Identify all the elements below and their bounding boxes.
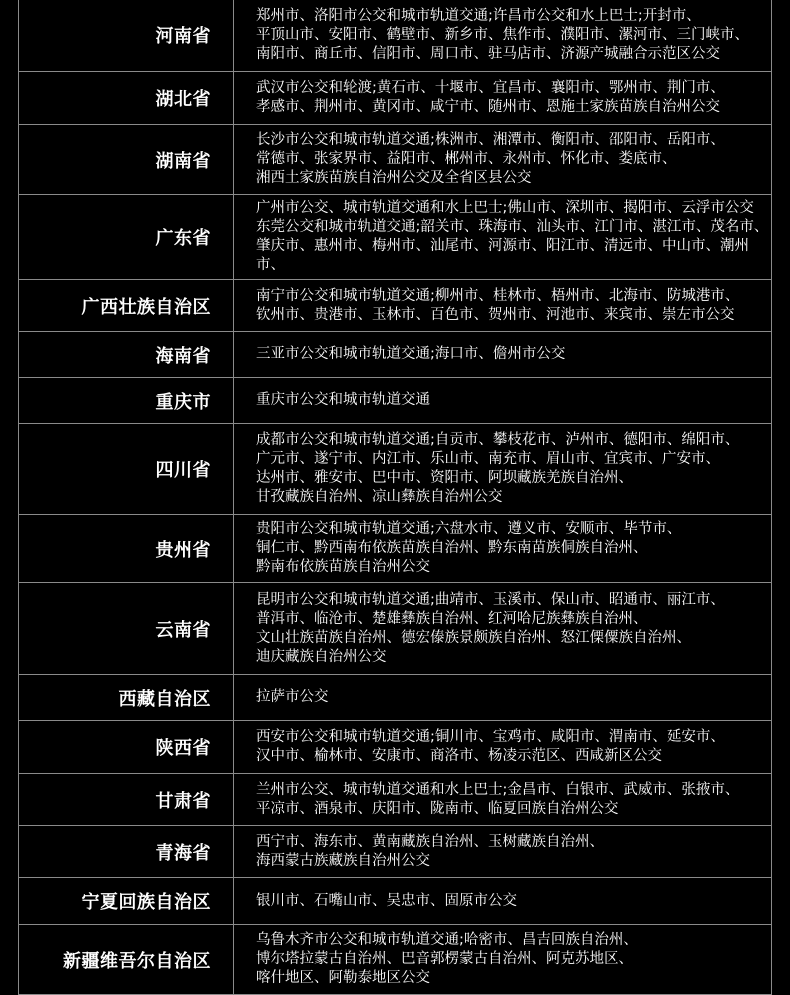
- cities-list-cell: 西宁市、海东市、黄南藏族自治州、玉树藏族自治州、 海西蒙古族藏族自治州公交: [234, 826, 772, 878]
- cities-list-cell: 重庆市公交和城市轨道交通: [234, 378, 772, 424]
- table-row: [19, 925, 772, 995]
- cities-list-cell: 广州市公交、城市轨道交通和水上巴士;佛山市、深圳市、揭阳市、云浮市公交 东莞公交和城市轨道交通;韶关市、珠海市、汕头市、江门市、湛江市、茂名市、 肇庆市、惠州市、梅州市、汕尾市、河源市、阳江市、清远市、中山市、潮州市、: [234, 195, 772, 280]
- province-name-cell: 西藏自治区: [19, 675, 234, 721]
- table-row: [19, 675, 772, 721]
- province-name-cell: 河南省: [19, 0, 234, 72]
- province-name-cell: 陕西省: [19, 721, 234, 774]
- province-name-cell: 青海省: [19, 826, 234, 878]
- province-name-cell: 云南省: [19, 583, 234, 675]
- cities-list-cell: 西安市公交和城市轨道交通;铜川市、宝鸡市、咸阳市、渭南市、延安市、 汉中市、榆林市、安康市、商洛市、杨凌示范区、西咸新区公交: [234, 721, 772, 774]
- cities-list-cell: 郑州市、洛阳市公交和城市轨道交通;许昌市公交和水上巴士;开封市、 平顶山市、安阳市、鹤壁市、新乡市、焦作市、濮阳市、漯河市、三门峡市、 南阳市、商丘市、信阳市、周口市、驻马店市、济源产城融合示范区公交: [234, 0, 772, 72]
- table-row: [19, 378, 772, 424]
- cities-list-cell: 拉萨市公交: [234, 675, 772, 721]
- region-table-frame: [18, 0, 772, 986]
- cities-list-cell: 南宁市公交和城市轨道交通;柳州市、桂林市、梧州市、北海市、防城港市、 钦州市、贵港市、玉林市、百色市、贺州市、河池市、来宾市、崇左市公交: [234, 280, 772, 332]
- province-name-cell: 湖南省: [19, 125, 234, 195]
- cities-list-cell: 长沙市公交和城市轨道交通;株洲市、湘潭市、衡阳市、邵阳市、岳阳市、 常德市、张家界市、益阳市、郴州市、永州市、怀化市、娄底市、 湘西土家族苗族自治州公交及全省区县公交: [234, 125, 772, 195]
- table-row: [19, 583, 772, 675]
- table-row: [19, 72, 772, 125]
- cities-list-cell: 银川市、石嘴山市、吴忠市、固原市公交: [234, 878, 772, 925]
- province-name-cell: 广东省: [19, 195, 234, 280]
- province-name-cell: 四川省: [19, 424, 234, 515]
- table-row: [19, 280, 772, 332]
- table-row: [19, 332, 772, 378]
- cities-list-cell: 贵阳市公交和城市轨道交通;六盘水市、遵义市、安顺市、毕节市、 铜仁市、黔西南布依族苗族自治州、黔东南苗族侗族自治州、 黔南布依族苗族自治州公交: [234, 515, 772, 583]
- province-name-cell: 贵州省: [19, 515, 234, 583]
- cities-list-cell: 乌鲁木齐市公交和城市轨道交通;哈密市、昌吉回族自治州、 博尔塔拉蒙古自治州、巴音郭楞蒙古自治州、阿克苏地区、 喀什地区、阿勒泰地区公交: [234, 925, 772, 995]
- province-name-cell: 宁夏回族自治区: [19, 878, 234, 925]
- cities-list-cell: 成都市公交和城市轨道交通;自贡市、攀枝花市、泸州市、德阳市、绵阳市、 广元市、遂宁市、内江市、乐山市、南充市、眉山市、宜宾市、广安市、 达州市、雅安市、巴中市、资阳市、阿坝藏族羌族自治州、 甘孜藏族自治州、凉山彝族自治州公交: [234, 424, 772, 515]
- cities-list-cell: 三亚市公交和城市轨道交通;海口市、儋州市公交: [234, 332, 772, 378]
- table-row: [19, 774, 772, 826]
- cities-list-cell: 昆明市公交和城市轨道交通;曲靖市、玉溪市、保山市、昭通市、丽江市、 普洱市、临沧市、楚雄彝族自治州、红河哈尼族彝族自治州、 文山壮族苗族自治州、德宏傣族景颇族自治州、怒江傈僳族自治州、 迪庆藏族自治州公交: [234, 583, 772, 675]
- province-name-cell: 甘肃省: [19, 774, 234, 826]
- province-name-cell: 新疆维吾尔自治区: [19, 925, 234, 995]
- province-name-cell: 重庆市: [19, 378, 234, 424]
- table-row: [19, 878, 772, 925]
- table-row: [19, 515, 772, 583]
- province-name-cell: 广西壮族自治区: [19, 280, 234, 332]
- table-row: [19, 0, 772, 72]
- province-name-cell: 海南省: [19, 332, 234, 378]
- region-table: [18, 0, 772, 995]
- table-row: [19, 195, 772, 280]
- cities-list-cell: 兰州市公交、城市轨道交通和水上巴士;金昌市、白银市、武威市、张掖市、 平凉市、酒泉市、庆阳市、陇南市、临夏回族自治州公交: [234, 774, 772, 826]
- table-row: [19, 125, 772, 195]
- province-name-cell: 湖北省: [19, 72, 234, 125]
- table-row: [19, 826, 772, 878]
- table-row: [19, 424, 772, 515]
- cities-list-cell: 武汉市公交和轮渡;黄石市、十堰市、宜昌市、襄阳市、鄂州市、荆门市、 孝感市、荆州市、黄冈市、咸宁市、随州市、恩施土家族苗族自治州公交: [234, 72, 772, 125]
- table-row: [19, 721, 772, 774]
- region-table-body: [19, 0, 772, 995]
